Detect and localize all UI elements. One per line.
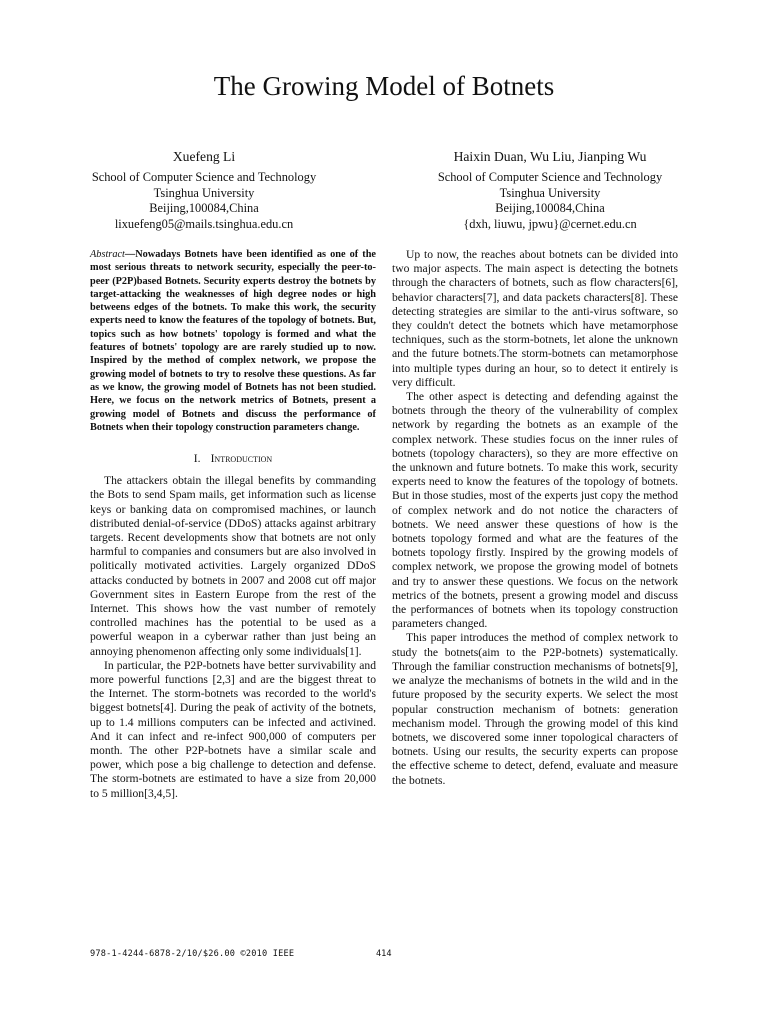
author-affiliation: School of Computer Science and Technology (437, 170, 663, 184)
paragraph: The other aspect is detecting and defending against the botnets through the theory of the vulnerability of complex network by regarding the botnets as an example of the complex network. These studies focus on the inner rules of botnets (topology characters), so they are more effective on the unknown and future botnets. To make this work, security experts need to know the features of the topology of botnets. But in those studies, most of the experts just copy the method of complex network and do not notice the characters of botnets. We need answer these questions of how is the botnets topology formed and what are the features of the botnets topology firstly. Inspired by the growing models of complex network, we propose the growing model of botnets and try to answer these questions. We focus on the network metrics of the botnets, present a growing model and discuss the performances of botnets when its topology construction parameters changed. (392, 390, 678, 631)
author-address: Beijing,100084,China (495, 201, 605, 216)
author-university: Tsinghua University (499, 185, 601, 200)
page-number: 414 (376, 949, 392, 959)
author-name: Haixin Duan, Wu Liu, Jianping Wu (453, 149, 647, 164)
author-block-left (64, 148, 344, 232)
author-name: Xuefeng Li (172, 149, 236, 164)
author-email: {dxh, liuwu, jpwu}@cernet.edu.cn (463, 216, 637, 231)
abstract (90, 248, 376, 434)
paper-title: The Growing Model of Botnets (213, 71, 555, 101)
section-number: I. (193, 452, 201, 466)
paragraph: In particular, the P2P-botnets have better survivability and more powerful functions [2,3] and are the biggest threat to the Internet. The storm-botnets was recorded to the world's biggest botnets[4]. During the peak of activity of the botnets, up to 1.4 millions computers can be infected and activined. And it can infect and re-infect 900,000 of computers per month. The other P2P-botnets have a similar scale and power, which pose a big challenge to detection and defense. The storm-botnets are estimated to have a size from 20,000 to 5 million[3,4,5]. (90, 658, 376, 800)
author-email: lixuefeng05@mails.tsinghua.edu.cn (114, 216, 294, 231)
paragraph: Up to now, the reaches about botnets can be divided into two major aspects. The main aspect is detecting the botnets through the characters of botnets, such as flow characters[6], behavior characters[7], and data packets characters[8]. These detecting strategies are similar to the anti-virus software, so they couldn't detect the botnets which have metamorphose techniques, such as the storm-botnets, let alone the unknown and the future botnets.The storm-botnets can metamorphose into multiple types during an hour, so to detect it entirely is very difficult. (392, 248, 678, 389)
author-block-right (410, 148, 690, 232)
section-heading (90, 452, 376, 466)
paragraph: This paper introduces the method of complex network to study the botnets(aim to the P2P-botnets) systematically. Through the familiar construction mechanisms of botnets[9], we analyze the mechanisms of botnets in the wild and in the future proposed by the security experts. We select the most popular construction mechanism of botnets: generation mechanism model. Through the growing model of this kind botnets, we discovered some inner topological characters of botnets. Using our results, the security experts can propose the effective scheme to detect, defend, evaluate and measure the botnets. (392, 631, 678, 787)
section-title: Introduction (210, 452, 273, 466)
paragraph: The attackers obtain the illegal benefits by commanding the Bots to send Spam mails, get information such as license keys or banking data on compromised machines, or launch distributed denial-of-service (DDoS) attacks against arbitrary targets. Recent developments show that botnets are not only harmful to companies and consumers but are also involved in politically motivated activities. Largely organized DDoS attacks conducted by botnets in 2007 and 2008 cut off major Government sites in Eastern Europe from the rest of the Internet. This shows how the vast number of remotely controlled machines has the potential to be used as a powerful weapon in a cyberwar rather than just being an annoying phenomenon affecting only some individuals[1]. (90, 474, 376, 658)
author-affiliation: School of Computer Science and Technology (91, 170, 317, 184)
footer-isbn: 978-1-4244-6878-2/10/$26.00 ©2010 IEEE (90, 949, 295, 959)
left-column (90, 248, 376, 801)
author-address: Beijing,100084,China (149, 201, 259, 216)
abstract-text: —Nowadays Botnets have been identified as one of the most serious threats to network security, especially the peer-to-peer (P2P)based Botnets. Security experts destroy the botnets by target-attacking the weaknesses of high degree nodes or high betweens edges of the botnets. To make this work, the security experts need to know the features of the topology of botnets. But, topics such as how botnets' topology is formed and what the features of botnets' topology are are rarely studied up to now. Inspired by the method of complex network, we propose the growing model of botnets to try to resolve these questions. As far as we know, the growing model of Botnets has not been studied. Here, we focus on the network metrics of Botnets, present a growing model of Botnets and discuss the performance of Botnets when their topology construction parameters change. (90, 249, 376, 433)
author-university: Tsinghua University (153, 185, 255, 200)
right-column (392, 248, 678, 788)
abstract-label: Abstract (90, 249, 125, 260)
